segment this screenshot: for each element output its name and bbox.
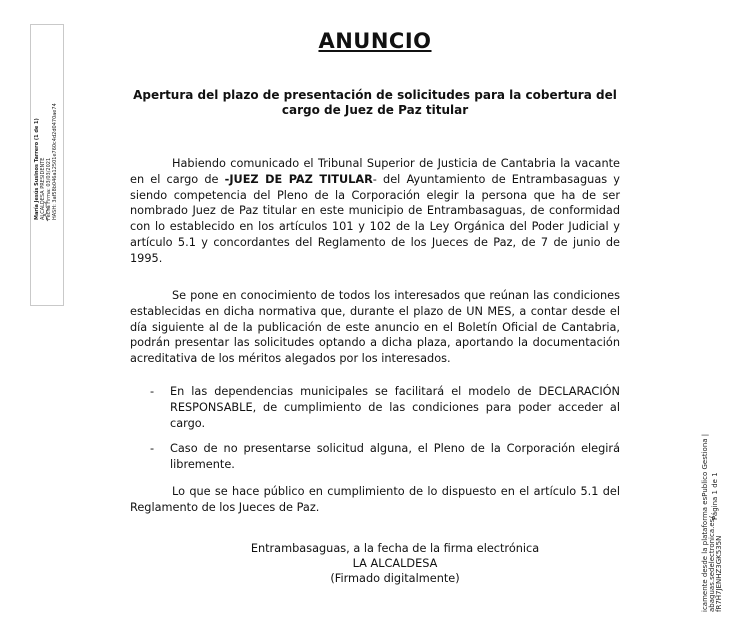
document-subtitle: Apertura del plazo de presentación de solicitudes para la cobertura del cargo de Juez de Paz titular (133, 88, 617, 117)
paragraph-vacancy-start: Habiendo comunicado el Tribunal Superior de Justicia de Cantabria la vacante en el cargo de (130, 157, 620, 186)
paragraph-vacancy (130, 156, 620, 267)
list-item-declaracion (130, 384, 620, 431)
platform-note: icamente desde la plataforma esPublico Gestiona | (701, 433, 709, 612)
paragraph-application-period: Se pone en conocimiento de todos los interesados que reúnan las condiciones establecidas en dicha normativa que, durante el plazo de UN MES, a contar desde el día siguiente al de la publicación de este anuncio en el Boletín Oficial de Cantabria, podrán presentar las solicitudes optando a dicha plaza, aportando la documentación acreditativa de los méritos alegados por los interesados. (130, 289, 620, 366)
page-counter: Página 1 de 1 (711, 472, 719, 520)
sede-url: abaguas.sedelectronica.es/ (708, 516, 717, 612)
list-item-text: En las dependencias municipales se facilitará el modelo de DECLARACIÓN RESPONSABLE, de cumplimiento de las condiciones para poder acceder al cargo. (170, 385, 620, 430)
bullet-dash: - (150, 442, 155, 455)
signature-stamp (30, 24, 64, 306)
signature-hash: HASH: 3af58b046a12501e760c4d2d0470ae74 (52, 103, 58, 220)
page-title: ANUNCIO (318, 29, 432, 53)
handwritten-signature-icon (41, 200, 53, 222)
list-item-text: Caso de no presentarse solicitud alguna, el Pleno de la Corporación elegirá libremente. (170, 442, 620, 471)
paragraph-vacancy-end: - del Ayuntamiento de Entrambasaguas y siendo competencia del Pleno de la Corporación elegir la persona que ha de ser nombrado Juez de Paz titular en este municipio de Entrambasaguas, de conformidad con lo establecido en los artículos 101 y 102 de la Ley Orgánica del Poder Judicial y artículo 5.1 y concordantes del Reglamento de los Jueces de Paz, de 7 de junio de 1995. (130, 172, 620, 265)
list-item-no-solicitud (130, 441, 620, 473)
closing-block (130, 541, 660, 586)
verification-margin-text (702, 434, 724, 612)
closing-place-date: Entrambasaguas, a la fecha de la firma electrónica (250, 542, 540, 555)
signature-date: Fecha Firma: 03/03/2021 (46, 157, 52, 220)
bullet-dash: - (150, 385, 155, 398)
verification-code: fR7H7JENHZ3GK535N (715, 535, 724, 612)
signer-name: María Jesús Susinos Tarrero (1 de 1) (34, 118, 40, 220)
juez-de-paz-titular: -JUEZ DE PAZ TITULAR (224, 172, 373, 186)
closing-signature-note: (Firmado digitalmente) (330, 572, 460, 585)
paragraph-publication: Lo que se hace público en cumplimiento de lo dispuesto en el artículo 5.1 del Reglamento de los Jueces de Paz. (130, 485, 620, 514)
signer-role: ALCALDESA PRESIDENTE (40, 157, 46, 220)
closing-role: LA ALCALDESA (352, 557, 438, 570)
